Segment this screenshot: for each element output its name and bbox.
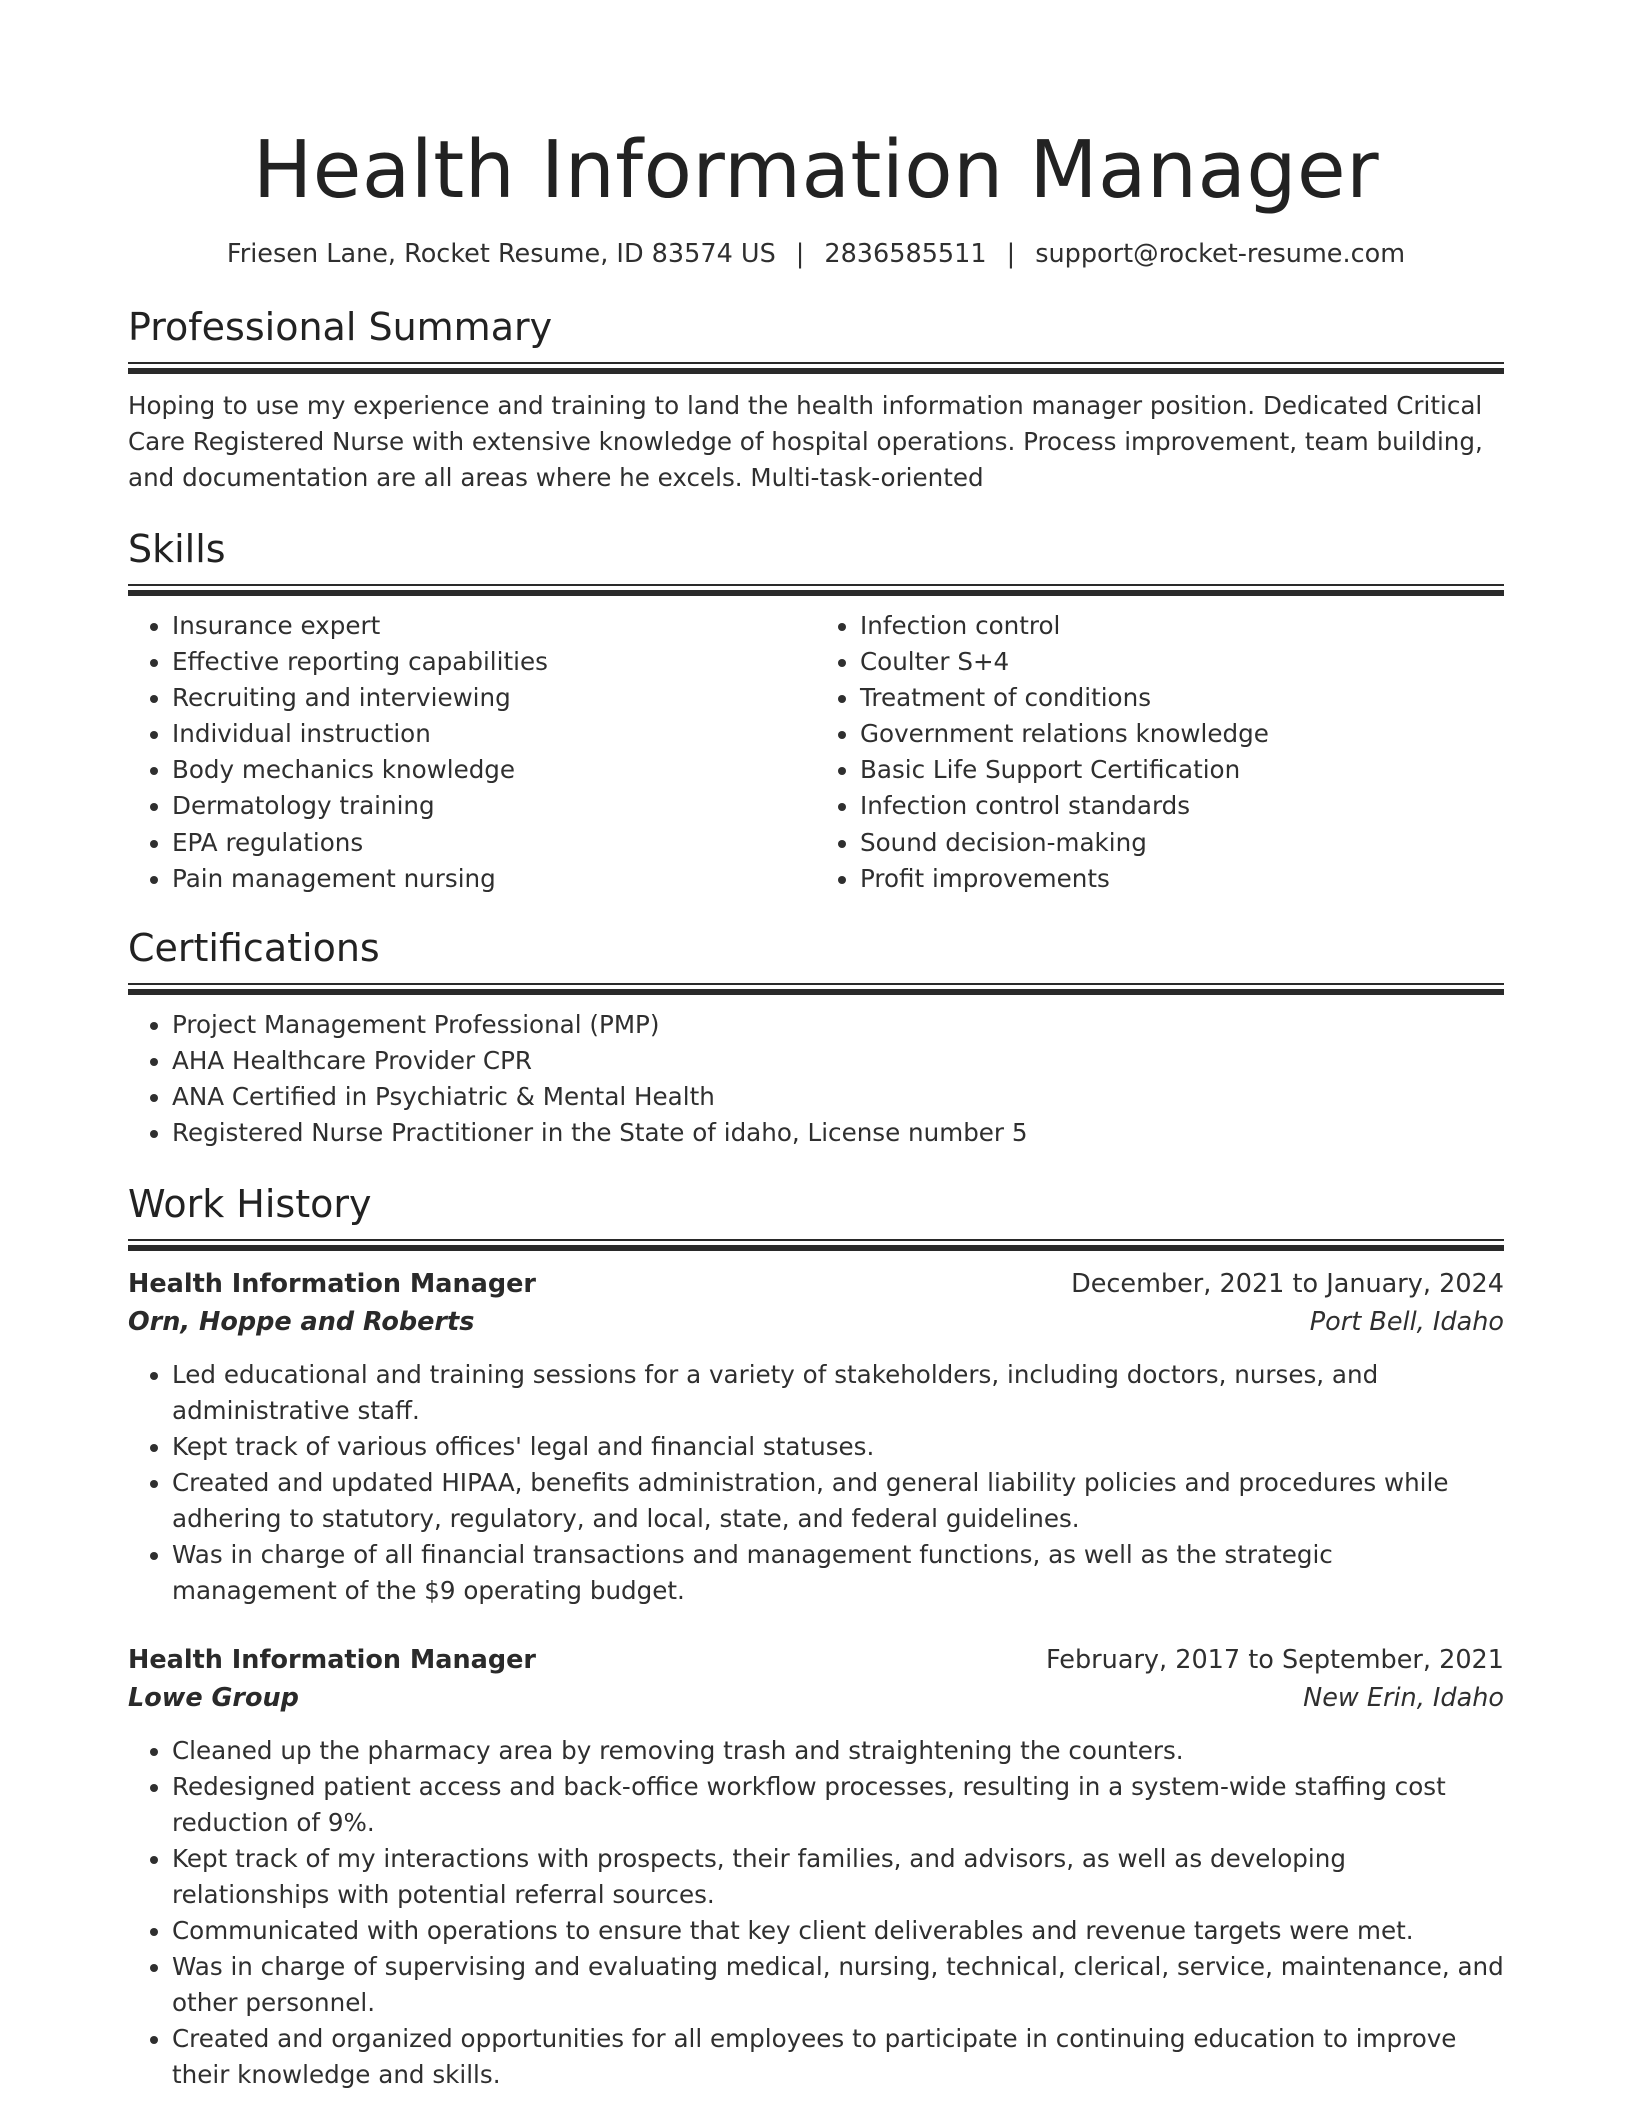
section-divider [128, 584, 1504, 596]
section-heading: Professional Summary [128, 305, 553, 349]
job-company: Lowe Group [128, 1682, 299, 1713]
job-header [128, 1265, 1504, 1303]
skill-item: • EPA regulations [172, 825, 816, 861]
section-divider [128, 983, 1504, 995]
resume-title: Health Information Manager [252, 124, 1380, 216]
skills-column-right [816, 608, 1504, 897]
job-dates: December, 2021 to January, 2024 [1071, 1268, 1504, 1299]
certification-item: • ANA Certified in Psychiatric & Mental Health [172, 1079, 1504, 1115]
contact-separator: | [1006, 239, 1016, 269]
section-heading: Work History [128, 1181, 372, 1226]
skill-item: • Profit improvements [860, 861, 1504, 897]
skills-list [816, 608, 1504, 897]
skills-list [128, 608, 816, 897]
skill-item: • Dermatology training [172, 788, 816, 824]
skill-item: • Pain management nursing [172, 861, 816, 897]
skill-item: • Basic Life Support Certification [860, 752, 1504, 788]
job-bullet: • Communicated with operations to ensure that key client deliverables and revenue targets were met. [172, 1913, 1504, 1949]
job-entry [128, 1265, 1504, 1609]
contact-phone: 2836585511 [824, 239, 987, 269]
skill-item: • Infection control [860, 608, 1504, 644]
job-bullets [128, 1733, 1504, 2093]
certification-item: • Project Management Professional (PMP) [172, 1007, 1504, 1043]
summary-section [128, 304, 1504, 496]
skill-item: • Individual instruction [172, 716, 816, 752]
job-dates: February, 2017 to September, 2021 [1046, 1644, 1504, 1675]
job-header [128, 1641, 1504, 1679]
job-company: Orn, Hoppe and Roberts [128, 1306, 475, 1337]
skills-section [128, 526, 1504, 897]
job-bullet: • Led educational and training sessions for a variety of stakeholders, including doctors, nurses, and administrative staff. [172, 1357, 1504, 1429]
work-history-section [128, 1181, 1504, 2093]
skill-item: • Recruiting and interviewing [172, 680, 816, 716]
section-heading: Skills [128, 527, 226, 571]
job-bullet: • Redesigned patient access and back-office workflow processes, resulting in a system-wide staffing cost reduction of 9%. [172, 1769, 1504, 1841]
skill-item: • Infection control standards [860, 788, 1504, 824]
job-bullet: • Created and updated HIPAA, benefits administration, and general liability policies and procedures while adhering to statutory, regulatory, and local, state, and federal guidelines. [172, 1465, 1504, 1537]
skill-item: • Insurance expert [172, 608, 816, 644]
job-entry [128, 1641, 1504, 2093]
job-bullet: • Cleaned up the pharmacy area by removing trash and straightening the counters. [172, 1733, 1504, 1769]
skill-item: • Treatment of conditions [860, 680, 1504, 716]
certification-item: • AHA Healthcare Provider CPR [172, 1043, 1504, 1079]
job-title: Health Information Manager [128, 1268, 536, 1299]
skills-column-left [128, 608, 816, 897]
skill-item: • Body mechanics knowledge [172, 752, 816, 788]
contact-separator: | [795, 239, 805, 269]
job-bullet: • Kept track of various offices' legal and financial statuses. [172, 1429, 1504, 1465]
job-location: New Erin, Idaho [1303, 1682, 1504, 1713]
skill-item: • Coulter S+4 [860, 644, 1504, 680]
skill-item: • Government relations knowledge [860, 716, 1504, 752]
job-bullets [128, 1357, 1504, 1609]
summary-text: Hoping to use my experience and training to land the health information manager position. Dedicated Critical Care Registered Nurse with extensive knowledge of hospital operations. Process improvement, team building, and documentation are all areas where he excels. Multi-task-oriented [128, 391, 1483, 492]
skill-item: • Sound decision-making [860, 825, 1504, 861]
job-bullet: • Created and organized opportunities for all employees to participate in continuing education to improve their knowledge and skills. [172, 2021, 1504, 2093]
contact-email: support@rocket-resume.com [1035, 239, 1406, 269]
certifications-section [128, 925, 1504, 1151]
job-location: Port Bell, Idaho [1309, 1306, 1504, 1337]
job-bullet: • Was in charge of all financial transactions and management functions, as well as the strategic management of the $9 operating budget. [172, 1537, 1504, 1609]
skills-grid [128, 608, 1504, 897]
certification-item: • Registered Nurse Practitioner in the State of idaho, License number 5 [172, 1115, 1504, 1151]
job-bullet: • Was in charge of supervising and evaluating medical, nursing, technical, clerical, service, maintenance, and other personnel. [172, 1949, 1504, 2021]
skill-item: • Effective reporting capabilities [172, 644, 816, 680]
certifications-list [128, 1007, 1504, 1151]
job-subheader [128, 1679, 1504, 1717]
section-divider [128, 362, 1504, 374]
contact-line [128, 236, 1504, 272]
section-divider [128, 1239, 1504, 1251]
job-subheader [128, 1303, 1504, 1341]
contact-address: Friesen Lane, Rocket Resume, ID 83574 US [226, 239, 776, 269]
job-title: Health Information Manager [128, 1644, 536, 1675]
job-bullet: • Kept track of my interactions with prospects, their families, and advisors, as well as developing relationships with potential referral sources. [172, 1841, 1504, 1913]
section-heading: Certifications [128, 925, 380, 970]
